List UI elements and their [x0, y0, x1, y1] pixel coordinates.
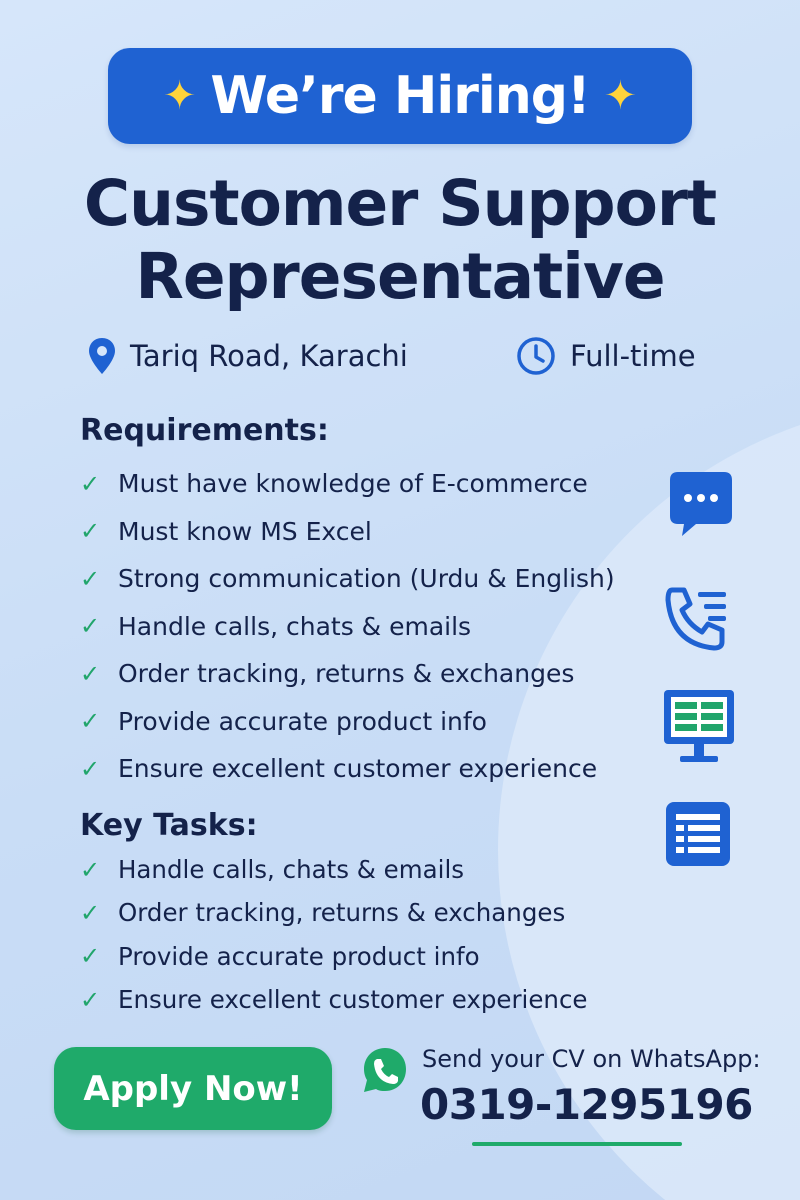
list-item — [80, 555, 615, 603]
check-icon: ✓ — [80, 564, 101, 593]
banner-text: We’re Hiring! — [210, 66, 590, 126]
check-icon: ✓ — [80, 985, 101, 1014]
key-tasks-list — [80, 848, 588, 1021]
list-item — [80, 698, 615, 746]
list-item-label: Provide accurate product info — [118, 941, 480, 971]
list-item-label: Order tracking, returns & exchanges — [118, 898, 566, 928]
job-type-text: Full-time — [570, 339, 696, 373]
apply-now-button[interactable]: Apply Now! — [54, 1047, 332, 1130]
list-item — [80, 460, 615, 508]
list-item — [80, 508, 615, 556]
list-item — [80, 935, 588, 978]
list-item-label: Strong communication (Urdu & English) — [118, 564, 615, 594]
check-icon: ✓ — [80, 612, 101, 641]
check-icon: ✓ — [80, 855, 101, 884]
list-item — [80, 650, 615, 698]
list-item-label: Must know MS Excel — [118, 516, 372, 546]
check-icon: ✓ — [80, 469, 101, 498]
location — [88, 336, 408, 376]
list-item — [80, 978, 588, 1021]
list-item-label: Handle calls, chats & emails — [118, 611, 472, 641]
list-item — [80, 891, 588, 934]
whatsapp-label: Send your CV on WhatsApp: — [422, 1045, 761, 1073]
sparkle-icon: ✦ — [162, 73, 197, 119]
check-icon: ✓ — [80, 754, 101, 783]
phone-underline — [472, 1142, 682, 1146]
check-icon: ✓ — [80, 898, 101, 927]
job-title-line1: Customer Support — [83, 167, 717, 240]
phone-number: 0319-1295196 — [420, 1080, 753, 1129]
sparkle-icon: ✦ — [603, 73, 638, 119]
check-icon: ✓ — [80, 517, 101, 546]
list-item-label: Ensure excellent customer experience — [118, 985, 588, 1015]
chat-bubble-icon — [668, 470, 734, 538]
check-icon: ✓ — [80, 707, 101, 736]
list-item-label: Order tracking, returns & exchanges — [118, 659, 575, 689]
location-text: Tariq Road, Karachi — [130, 339, 408, 373]
key-tasks-heading: Key Tasks: — [80, 808, 258, 843]
job-type — [516, 336, 696, 376]
monitor-spreadsheet-icon — [662, 688, 736, 766]
hiring-banner — [108, 48, 692, 144]
whatsapp-icon — [360, 1045, 410, 1095]
clock-icon — [516, 336, 556, 376]
list-item-label: Handle calls, chats & emails — [118, 855, 465, 885]
list-item — [80, 745, 615, 793]
list-item-label: Provide accurate product info — [118, 706, 487, 736]
list-item — [80, 603, 615, 651]
list-item — [80, 848, 588, 891]
phone-list-icon — [664, 586, 730, 652]
requirements-heading: Requirements: — [80, 413, 329, 448]
check-icon: ✓ — [80, 942, 101, 971]
job-title-line2: Representative — [135, 240, 665, 313]
document-list-icon — [664, 800, 732, 868]
list-item-label: Ensure excellent customer experience — [118, 754, 598, 784]
location-pin-icon — [88, 337, 116, 375]
requirements-list — [80, 460, 615, 793]
list-item-label: Must have knowledge of E-commerce — [118, 469, 588, 499]
check-icon: ✓ — [80, 659, 101, 688]
